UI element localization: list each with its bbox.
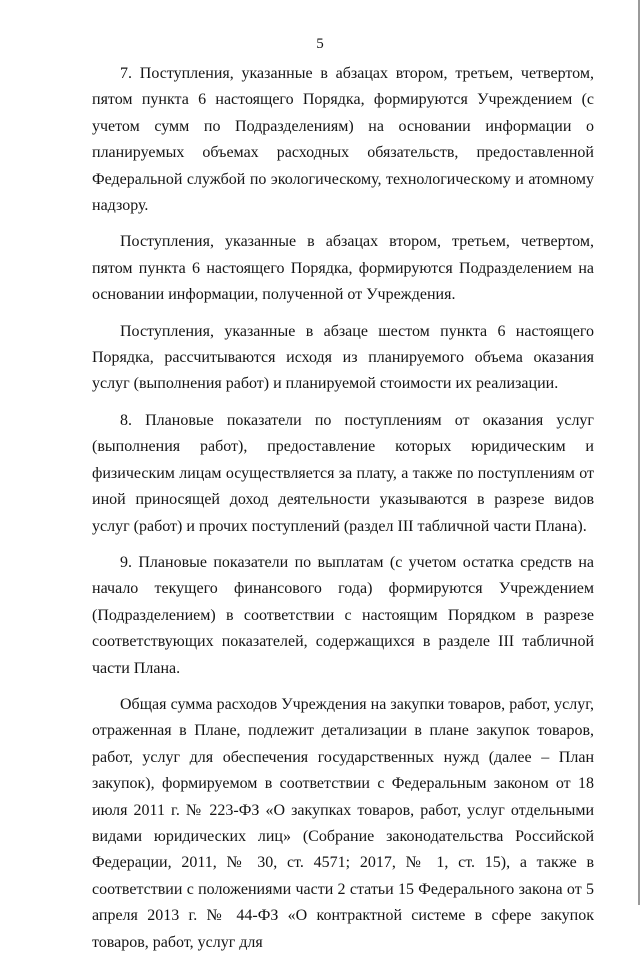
paragraph-7: 7. Поступления, указанные в абзацах втором, третьем, четвертом, пятом пункта 6 настоящего Порядка, формируются Учреждением (с учетом сумм по Подразделениям) на основании информации о планируемых объемах расходных обязательств, предоставленной Федеральной службой по экологическому, технологическому и атомному надзору. — [92, 65, 594, 215]
page-number: 5 — [316, 36, 324, 52]
document-body — [92, 61, 594, 956]
paragraph-receipts-calculation: Поступления, указанные в абзаце шестом пункта 6 настоящего Порядка, рассчитываются исходя из планируемого объема оказания услуг (выполнения работ) и планируемой стоимости их реализации. — [92, 322, 594, 393]
paragraph-8: 8. Плановые показатели по поступлениям от оказания услуг (выполнения работ), предоставление которых юридическим и физическим лицам осуществляется за плату, а также по поступлениям от иной приносящей доход деятельности указываются в разрезе видов услуг (работ) и прочих поступлений (раздел III табличной части Плана). — [92, 411, 594, 535]
paragraph-9: 9. Плановые показатели по выплатам (с учетом остатка средств на начало текущего финансового года) формируются Учреждением (Подразделением) в соответствии с настоящим Порядком в разрезе соответствующих показателей, содержащихся в разделе III табличной части Плана. — [92, 553, 594, 677]
paragraph-receipts-subdivision: Поступления, указанные в абзацах втором, третьем, четвертом, пятом пункта 6 настоящего Порядка, формируются Подразделением на основании информации, полученной от Учреждения. — [92, 233, 594, 304]
paragraph-procurement-total: Общая сумма расходов Учреждения на закупки товаров, работ, услуг, отраженная в Плане, подлежит детализации в плане закупок товаров, работ, услуг для обеспечения государственных нужд (далее – План закупок), формируемом в соответствии с Федеральным законом от 18 июля 2011 г. № 223-ФЗ «О закупках товаров, работ, услуг отдельными видами юридических лиц» (Собрание законодательства Российской Федерации, 2011, № 30, ст. 4571; 2017, № 1, ст. 15), а также в соответствии с положениями части 2 статьи 15 Федерального закона от 5 апреля 2013 г. № 44-ФЗ «О контрактной системе в сфере закупок товаров, работ, услуг для — [92, 695, 594, 951]
